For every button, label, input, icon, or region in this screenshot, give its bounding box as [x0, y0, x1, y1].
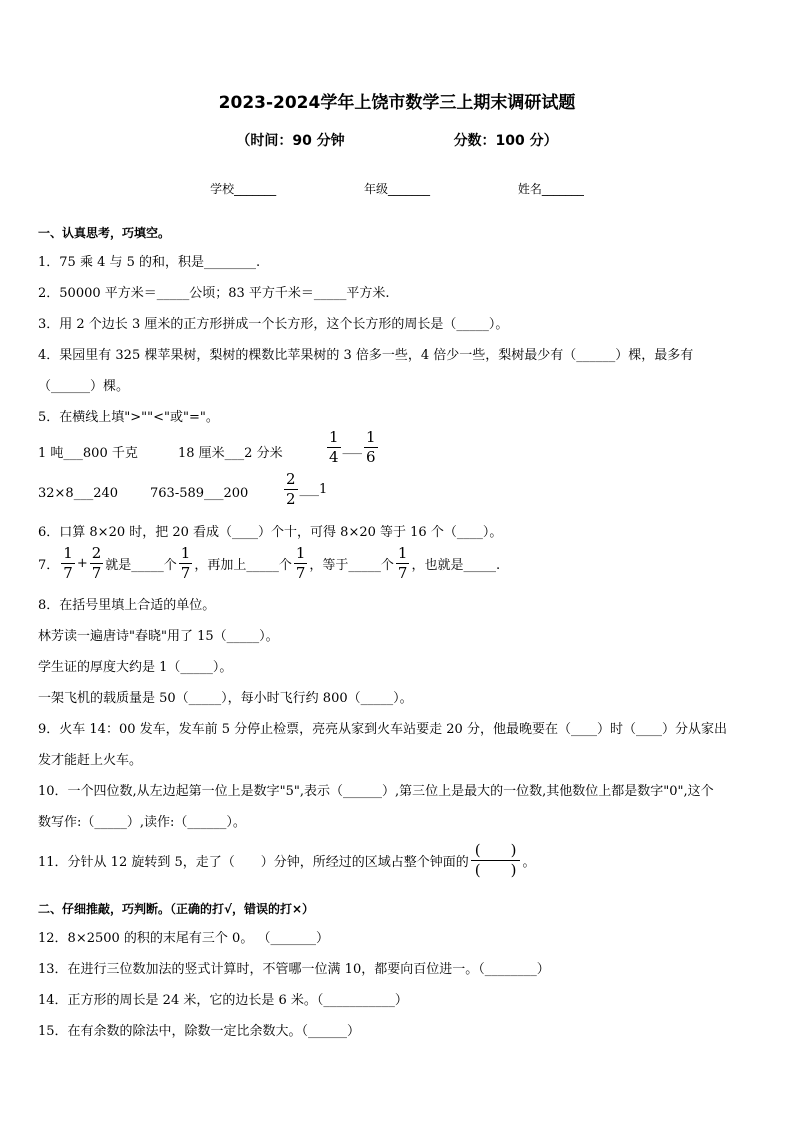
fraction: $\frac{1}{6}$ — [366, 428, 376, 466]
compare-item-a: 1 吨___800 千克 — [38, 446, 138, 461]
fraction: $\frac{1}{7}$ — [180, 544, 191, 582]
fraction: $\frac{1}{7}$ — [295, 544, 306, 582]
question-2: 2．50000 平方米＝_____公顷；83 平方千米＝_____平方米. — [38, 286, 390, 301]
fraction: $\frac{1}{7}$ — [397, 544, 408, 582]
page-title: 2023-2024学年上饶市数学三上期末调研试题 — [218, 93, 576, 113]
fraction: $\frac{2}{2}$ — [286, 470, 296, 508]
question-13: 13．在进行三位数加法的竖式计算时，不管哪一位满 10，都要向百位进一。（________） — [38, 962, 550, 977]
question-3: 3．用 2 个边长 3 厘米的正方形拼成一个长方形，这个长方形的周长是（_____）。 — [38, 317, 509, 332]
question-15: 15．在有余数的除法中，除数一定比余数大。（______） — [38, 1024, 361, 1039]
question-9-line-1: 9．火车 14：00 发车，发车前 5 分停止检票，亮亮从家到火车站要走 20 分，他最晚要在（____）时（____）分从家出 — [38, 722, 727, 737]
exam-time: （时间：90 分钟 — [236, 133, 345, 149]
name-field: 姓名_______ — [517, 182, 584, 196]
compare-item-d: 32×8___240 — [38, 486, 119, 501]
question-6: 6．口算 8×20 时，把 20 看成（____）个十，可得 8×20 等于 16 个（____）。 — [38, 525, 503, 540]
student-info — [0, 180, 794, 197]
question-1: 1．75 乘 4 与 5 的和，积是________. — [38, 255, 261, 270]
fraction: $\frac{2}{7}$ — [91, 544, 102, 582]
question-11: 11．分针从 12 旋转到 5，走了（ ）分钟，所经过的区域占整个钟面的 $\frac{( )}{( )}$ 。 — [38, 841, 536, 879]
question-8-c: 一架飞机的载质量是 50（_____），每小时飞行约 800（_____）。 — [38, 691, 413, 706]
question-12: 12．8×2500 的积的末尾有三个 0。 （_______） — [38, 931, 329, 946]
section-2-heading: 二、仔细推敲，巧判断。（正确的打√，错误的打×） — [38, 902, 315, 916]
question-9-line-2: 发才能赶上火车。 — [38, 753, 143, 768]
question-5: 5．在横线上填">""<"或"="。 — [38, 410, 219, 425]
compare-item-c: $\frac{1}{4}$ ___ $\frac{1}{6}$ — [329, 428, 376, 466]
question-8-b: 学生证的厚度大约是 1（_____）。 — [38, 660, 233, 675]
question-4-line-1: 4．果园里有 325 棵苹果树，梨树的棵数比苹果树的 3 倍多一些，4 倍少一些，梨树最少有（______）棵，最多有 — [38, 348, 694, 363]
fraction: $\frac{1}{4}$ — [329, 428, 339, 466]
question-8: 8．在括号里填上合适的单位。 — [38, 598, 216, 613]
compare-item-f: $\frac{2}{2}$ ___1 — [286, 470, 328, 508]
compare-item-b: 18 厘米___2 分米 — [178, 446, 283, 461]
question-14: 14．正方形的周长是 24 米，它的边长是 6 米。（___________） — [38, 993, 408, 1008]
compare-item-e: 763-589___200 — [150, 486, 249, 501]
exam-score: 分数：100 分） — [453, 133, 558, 149]
question-4-line-2: （______）棵。 — [38, 379, 130, 394]
fraction: $\frac{1}{7}$ — [63, 544, 73, 582]
question-8-a: 林芳读一遍唐诗"春晓"用了 15（_____）。 — [38, 629, 279, 644]
grade-field: 年级_______ — [363, 182, 430, 196]
exam-meta — [0, 130, 794, 150]
question-7: 7． $\frac{1}{7}$ + $\frac{2}{7}$ 就是_____个 $\frac{1}{7}$ ，再加上_____个 $\frac{1}{7}$ ，等于_____个 $\frac{1}{7}$ ，也就是_____. — [38, 544, 501, 582]
answer-fraction: $\frac{( )}{( )}$ — [471, 843, 521, 878]
school-field: 学校_______ — [210, 182, 277, 196]
section-1-heading: 一、认真思考，巧填空。 — [38, 226, 171, 240]
question-10-line-2: 数写作:（_____）,读作:（______）。 — [38, 815, 246, 830]
question-10-line-1: 10．一个四位数,从左边起第一位上是数字"5",表示（______）,第三位上是最大的一位数,其他数位上都是数字"0",这个 — [38, 784, 714, 799]
